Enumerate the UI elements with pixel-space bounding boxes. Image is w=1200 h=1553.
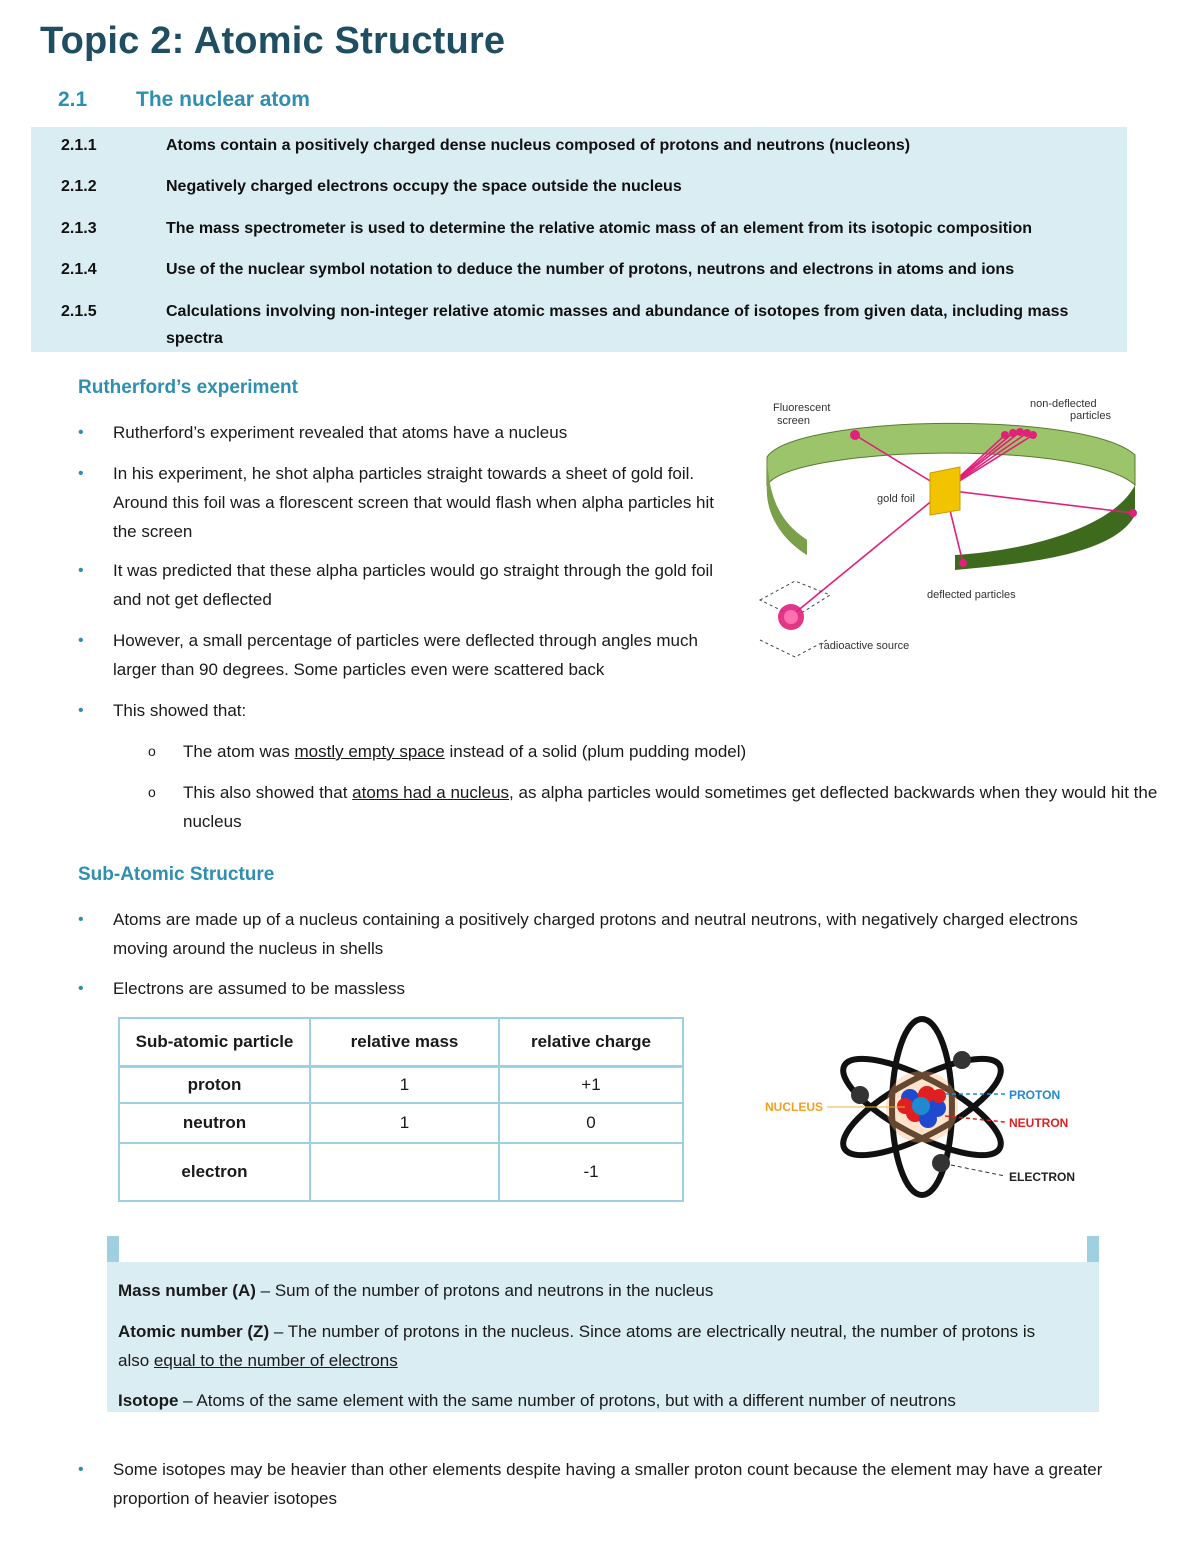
bullet-icon: • [78, 1461, 84, 1478]
objective-text: Calculations involving non-integer relative atomic masses and abundance of isotopes from given data, including mass spectra [166, 303, 1069, 347]
screen-label: Fluorescent screen [773, 402, 831, 427]
section-number: 2.1 [58, 88, 88, 111]
particle-table [118, 1017, 684, 1202]
definition-box-bar [1087, 1236, 1099, 1262]
objective-code: 2.1.5 [61, 303, 97, 320]
table-row [119, 1103, 683, 1143]
electron-label: ELECTRON [1009, 1170, 1075, 1184]
page-title: Topic 2: Atomic Structure [40, 20, 506, 62]
table-row [119, 1143, 683, 1201]
section-heading [58, 88, 310, 112]
bullet-icon: • [78, 562, 84, 579]
table-header: relative mass [310, 1018, 499, 1067]
gold-foil [930, 467, 960, 515]
atom-diagram [755, 1010, 1095, 1205]
rutherford-heading: Rutherford’s experiment [78, 377, 298, 398]
table-cell: 0 [499, 1103, 683, 1143]
table-cell: -1 [499, 1143, 683, 1201]
table-cell: neutron [119, 1103, 310, 1143]
table-row [119, 1067, 683, 1104]
table-header: Sub-atomic particle [119, 1018, 310, 1067]
bullet-icon: • [78, 424, 84, 441]
source-label: radioactive source [820, 640, 910, 652]
table-cell: 1 [310, 1067, 499, 1104]
bullet-icon: • [78, 980, 84, 997]
neutron-label: NEUTRON [1009, 1116, 1069, 1130]
definition-atomic-number: Atomic number (Z) – The number of protons in the nucleus. Since atoms are electrically neutral, the number of protons is also equal to the number of electrons [118, 1322, 1036, 1370]
objective-text: The mass spectrometer is used to determine the relative atomic mass of an element from its isotopic composition [166, 220, 1033, 237]
table-cell: electron [119, 1143, 310, 1201]
proton-label: PROTON [1009, 1088, 1061, 1102]
table-cell: proton [119, 1067, 310, 1104]
undeflected-label: non-deflected particles [1030, 398, 1111, 422]
bullet-icon: • [78, 465, 84, 482]
objective-text: Atoms contain a positively charged dense nucleus composed of protons and neutrons (nucleons) [166, 137, 911, 154]
bullet-icon: • [78, 911, 84, 928]
table-cell: +1 [499, 1067, 683, 1104]
objective-code: 2.1.4 [61, 261, 97, 278]
table-cell [310, 1143, 499, 1201]
deflected-label: deflected particles [927, 589, 1016, 601]
objective-code: 2.1.1 [61, 137, 97, 154]
foil-label: gold foil [877, 493, 915, 505]
definition-mass-number: Mass number (A) – Sum of the number of protons and neutrons in the nucleus [118, 1281, 714, 1300]
rutherford-diagram [755, 395, 1145, 660]
objective-code: 2.1.3 [61, 220, 97, 237]
definition-box-bar [107, 1236, 119, 1262]
section-title: The nuclear atom [136, 88, 310, 111]
table-header: relative charge [499, 1018, 683, 1067]
screen-front-right [955, 485, 1135, 570]
subatomic-heading: Sub-Atomic Structure [78, 864, 275, 885]
bullet-icon: • [78, 632, 84, 649]
table-cell: 1 [310, 1103, 499, 1143]
bullet-icon: • [78, 702, 84, 719]
circle-bullet-icon: o [148, 743, 156, 759]
table-header-row [119, 1018, 683, 1067]
objective-text: Negatively charged electrons occupy the space outside the nucleus [166, 178, 682, 195]
circle-bullet-icon: o [148, 784, 156, 800]
objective-code: 2.1.2 [61, 178, 97, 195]
objective-text: Use of the nuclear symbol notation to deduce the number of protons, neutrons and electrons in atoms and ions [166, 261, 1015, 278]
definition-isotope: Isotope – Atoms of the same element with the same number of protons, but with a different number of neutrons [118, 1391, 956, 1410]
nucleus-label: NUCLEUS [765, 1100, 824, 1114]
objectives-box [31, 127, 1127, 352]
